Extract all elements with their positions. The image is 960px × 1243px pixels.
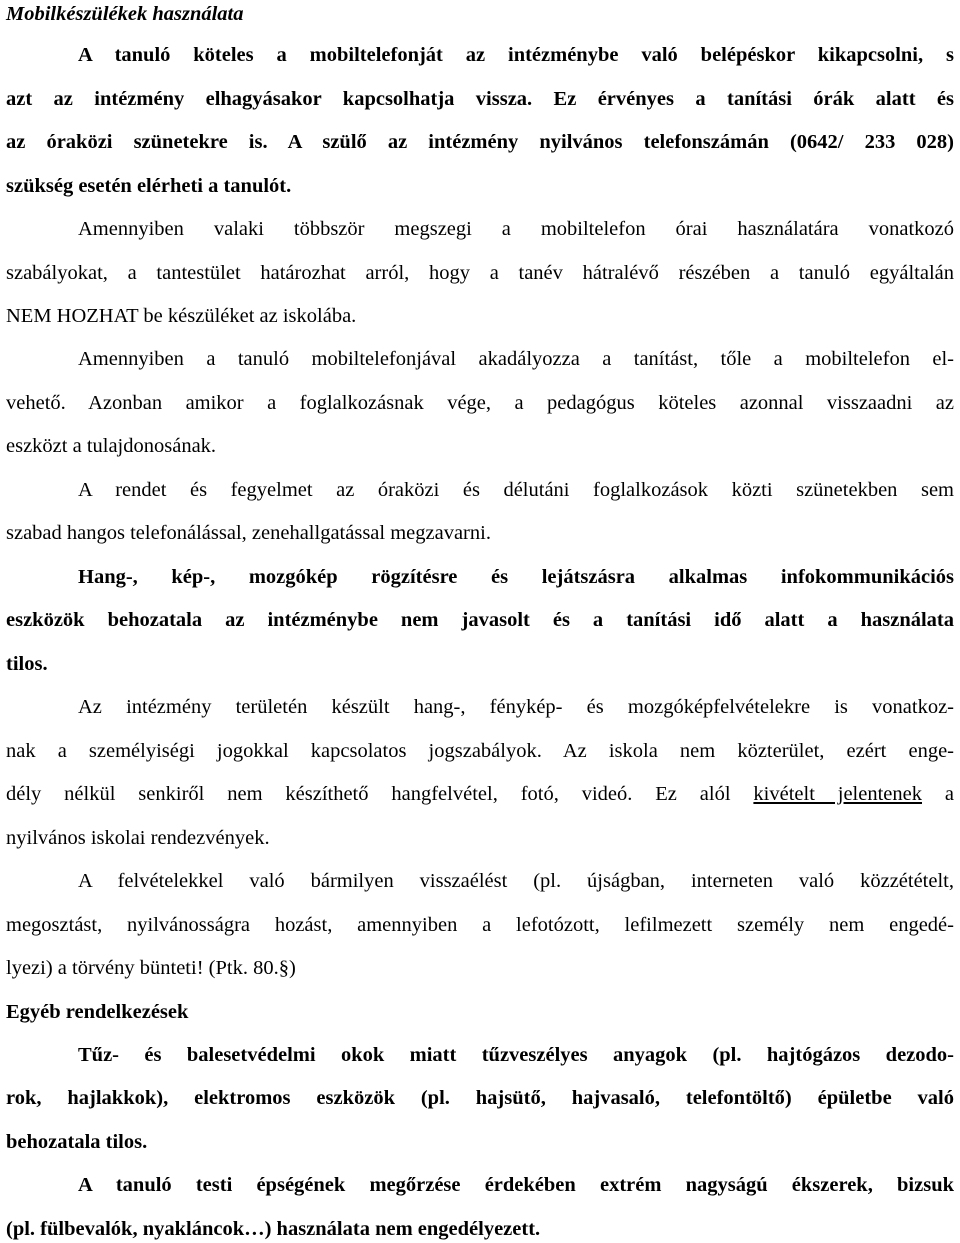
para1-line4: szükség esetén elérheti a tanulót. xyxy=(6,175,292,197)
para6-line3 xyxy=(6,782,954,806)
para9-line1: A tanuló testi épségének megőrzése érdekében extrém nagyságú ékszerek, bizsuk xyxy=(78,1174,954,1196)
para1-line1: A tanuló köteles a mobiltelefonját az intézménybe való belépéskor kikapcsolni, s xyxy=(78,44,954,66)
para4-line1: A rendet és fegyelmet az óraközi és délutáni foglalkozások közti szünetekben sem xyxy=(78,479,954,501)
para1-line2: azt az intézmény elhagyásakor kapcsolhatja vissza. Ez érvényes a tanítási órák alatt és xyxy=(6,88,954,110)
para7-line3: lyezi) a törvény bünteti! (Ptk. 80.§) xyxy=(6,957,296,979)
para3-line3: eszközt a tulajdonosának. xyxy=(6,435,217,457)
para2-line3: NEM HOZHAT be készüléket az iskolába. xyxy=(6,305,357,327)
para2-line1: Amennyiben valaki többször megszegi a mobiltelefon órai használatára vonatkozó xyxy=(78,218,954,240)
para6-line3-text-after: a xyxy=(922,783,954,805)
section-heading-mobil: Mobilkészülékek használata xyxy=(6,3,244,25)
para6-line4: nyilvános iskolai rendezvények. xyxy=(6,827,270,849)
para5-line3: tilos. xyxy=(6,653,48,675)
para7-line2: megosztást, nyilvánosságra hozást, amennyiben a lefotózott, lefilmezett személy nem engedé- xyxy=(6,914,954,936)
para8-line3: behozatala tilos. xyxy=(6,1131,148,1153)
para1-line3: az óraközi szünetekre is. A szülő az intézmény nyilvános telefonszámán (0642/ 233 028) xyxy=(6,131,954,153)
underlined-phrase: kivételt jelentenek xyxy=(753,783,922,805)
para8-line1: Tűz- és balesetvédelmi okok miatt tűzveszélyes anyagok (pl. hajtógázos dezodo- xyxy=(78,1044,954,1066)
para8-line2: rok, hajlakkok), elektromos eszközök (pl. hajsütő, hajvasaló, telefontöltő) épületbe való xyxy=(6,1087,954,1109)
para4-line2: szabad hangos telefonálással, zenehallgatással megzavarni. xyxy=(6,522,491,544)
para5-line2: eszközök behozatala az intézménybe nem javasolt és a tanítási idő alatt a használata xyxy=(6,609,954,631)
para6-line2: nak a személyiségi jogokkal kapcsolatos jogszabályok. Az iskola nem közterület, ezért enge- xyxy=(6,740,954,762)
para5-line1: Hang-, kép-, mozgókép rögzítésre és lejátszásra alkalmas infokommunikációs xyxy=(78,566,954,588)
para3-line1: Amennyiben a tanuló mobiltelefonjával akadályozza a tanítást, tőle a mobiltelefon el- xyxy=(78,348,954,370)
para6-line1: Az intézmény területén készült hang-, fénykép- és mozgóképfelvételekre is vonatkoz- xyxy=(78,696,954,718)
section-heading-egyeb: Egyéb rendelkezések xyxy=(6,1001,189,1023)
para7-line1: A felvételekkel való bármilyen visszaélést (pl. újságban, interneten való közzétételt, xyxy=(78,870,954,892)
para9-line2: (pl. fülbevalók, nyakláncok…) használata nem engedélyezett. xyxy=(6,1218,541,1240)
para2-line2: szabályokat, a tantestület határozhat arról, hogy a tanév hátralévő részében a tanuló egyáltalán xyxy=(6,262,954,284)
para3-line2: vehető. Azonban amikor a foglalkozásnak vége, a pedagógus köteles azonnal visszaadni az xyxy=(6,392,954,414)
para6-line3-text-before: dély nélkül senkiről nem készíthető hangfelvétel, fotó, videó. Ez alól xyxy=(6,783,754,805)
